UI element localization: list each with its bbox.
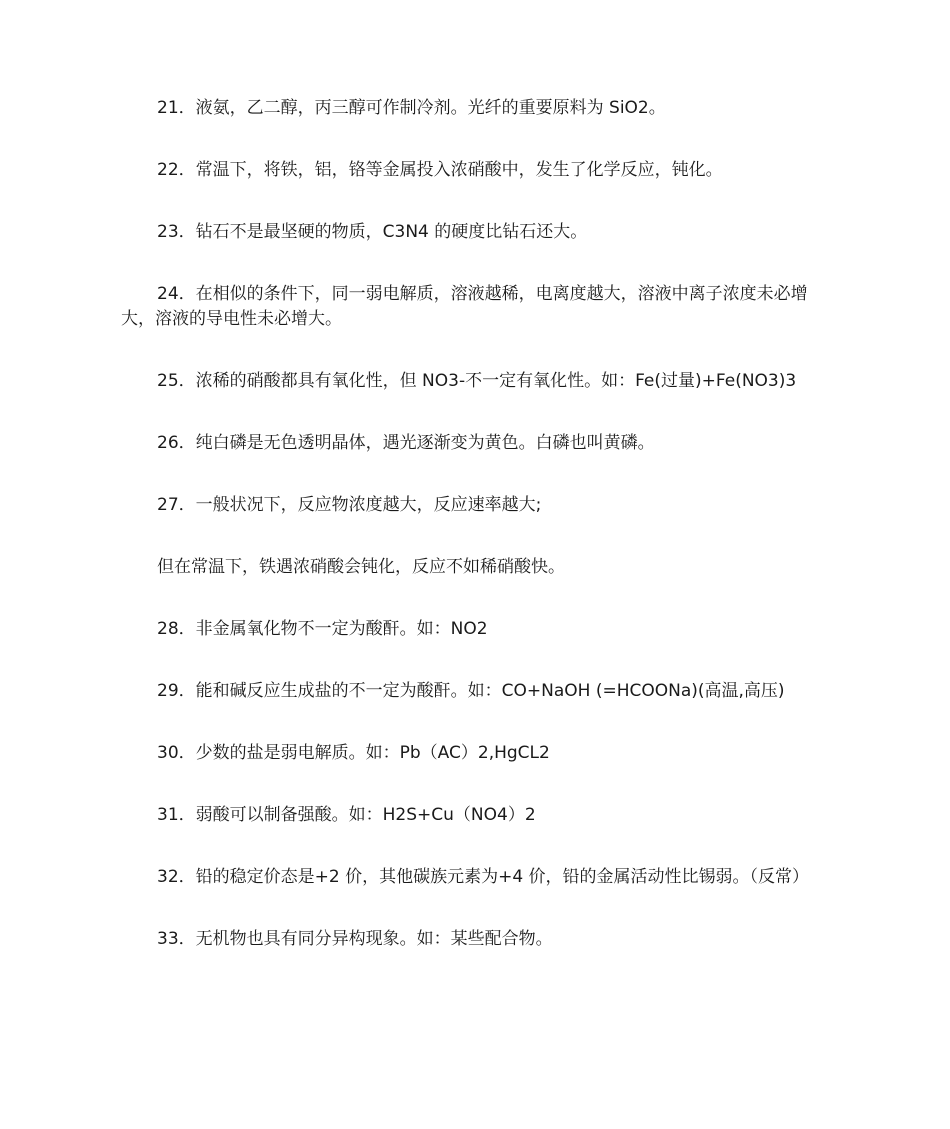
paragraph-24: 24．在相似的条件下，同一弱电解质，溶液越稀，电离度越大，溶液中离子浓度未必增大，溶液的导电性未必增大。 (121, 284, 808, 329)
paragraph-31: 31．弱酸可以制备强酸。如：H2S+Cu（NO4）2 (157, 805, 536, 825)
paragraph-29: 29．能和碱反应生成盐的不一定为酸酐。如：CO+NaOH (=HCOONa)(高温,高压) (157, 681, 785, 701)
paragraph-22: 22．常温下，将铁，铝，铬等金属投入浓硝酸中，发生了化学反应，钝化。 (157, 160, 723, 180)
paragraph-33: 33．无机物也具有同分异构现象。如：某些配合物。 (157, 929, 553, 949)
paragraph-26: 26．纯白磷是无色透明晶体，遇光逐渐变为黄色。白磷也叫黄磷。 (157, 433, 655, 453)
paragraph-27-continued: 但在常温下，铁遇浓硝酸会钝化，反应不如稀硝酸快。 (157, 557, 565, 577)
paragraph-27: 27．一般状况下，反应物浓度越大，反应速率越大; (157, 495, 542, 515)
paragraph-32: 32．铅的稳定价态是+2 价，其他碳族元素为+4 价，铅的金属活动性比锡弱。（反常） (157, 867, 810, 887)
document-body (121, 96, 821, 989)
paragraph-23: 23．钻石不是最坚硬的物质，C3N4 的硬度比钻石还大。 (157, 222, 588, 242)
paragraph-28: 28．非金属氧化物不一定为酸酐。如：NO2 (157, 619, 488, 639)
paragraph-25: 25．浓稀的硝酸都具有氧化性，但 NO3-不一定有氧化性。如：Fe(过量)+Fe(NO3)3 (157, 371, 797, 391)
paragraph-30: 30．少数的盐是弱电解质。如：Pb（AC）2,HgCL2 (157, 743, 550, 763)
paragraph-21: 21．液氨，乙二醇，丙三醇可作制冷剂。光纤的重要原料为 SiO2。 (157, 98, 666, 118)
